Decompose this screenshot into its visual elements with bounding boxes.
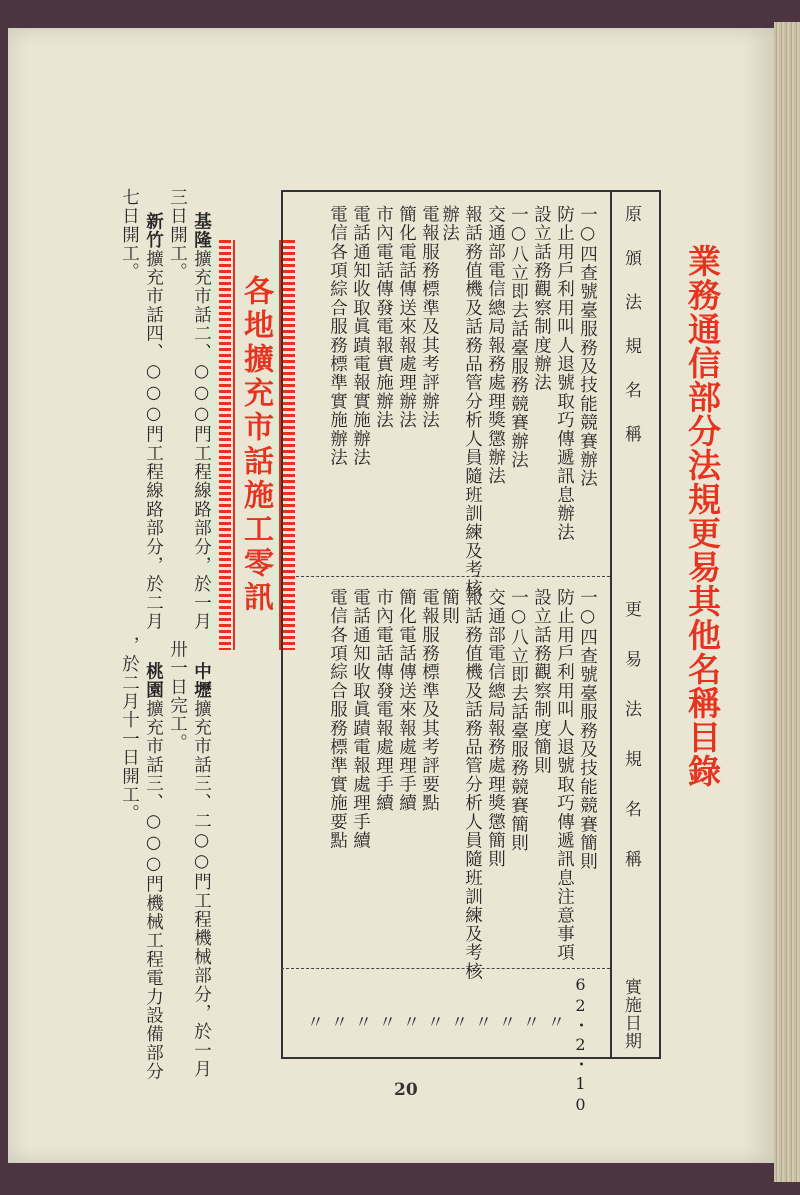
original-name-5: 交通部電信總局報務處理獎懲辦法	[485, 205, 506, 486]
changed-name-9: 市內電話傳發電報處理手續	[373, 588, 394, 813]
original-name-9: 市內電話傳發電報實施辦法	[373, 205, 394, 430]
header-original: 原頒法規名稱	[621, 205, 641, 469]
news-taoyuan-cont: ，於二月十一日開工。	[119, 636, 140, 823]
title-border-right	[283, 240, 295, 650]
changed-name-11: 電信各項綜合服務標準實施要點	[327, 588, 348, 850]
news-hsinchu	[144, 212, 162, 631]
changed-name-1: 一○四查號臺服務及技能競賽簡則	[577, 588, 598, 871]
news-chungli-text: 擴充市話三、二○○門工程機械部分，於一月	[191, 699, 212, 1079]
ditto-mark: 〃	[427, 1013, 444, 1033]
news-taoyuan-place: 桃園	[143, 662, 164, 700]
ditto-mark: 〃	[475, 1013, 492, 1033]
original-name-2: 防止用戶利用叫人退號取巧傳遞訊息辦法	[554, 205, 575, 542]
news-taoyuan	[144, 662, 162, 1081]
main-title: 業務通信部分法規更易其他名稱目錄	[683, 244, 722, 788]
news-chungli-place: 中壢	[191, 662, 212, 700]
changed-name-7: 電報服務標準及其考評要點	[419, 588, 440, 813]
header-date: 實施日期	[621, 978, 641, 1050]
changed-name-5: 交通部電信總局報務處理獎懲簡則	[485, 588, 506, 869]
original-name-8: 簡化電話傳送來報處理辦法	[396, 205, 417, 430]
ditto-mark: 〃	[403, 1013, 420, 1033]
section-title: 各地擴充市話施工零訊	[238, 275, 273, 615]
changed-name-3: 設立話務觀察制度簡則	[531, 588, 552, 775]
original-name-4: 一○八立即去話臺服務競賽辦法	[508, 205, 529, 470]
title-rule-right	[279, 240, 281, 650]
ditto-mark: 〃	[451, 1013, 468, 1033]
page-number: 20	[394, 1080, 418, 1100]
date-first: 62・2・10	[571, 975, 590, 1116]
original-name-3: 設立話務觀察制度辦法	[531, 205, 552, 392]
news-taoyuan-text: 擴充市話三、○○○門機械工程電力設備部分	[143, 699, 164, 1081]
news-chungli	[192, 662, 210, 1078]
changed-name-6: 報話務值機及話務品管分析人員隨班訓練及考核	[462, 588, 483, 981]
ditto-mark: 〃	[355, 1013, 372, 1033]
original-name-11: 電信各項綜合服務標準實施辦法	[327, 205, 348, 467]
changed-name-4: 一○八立即去話臺服務競賽簡則	[508, 588, 529, 853]
news-hsinchu-text: 擴充市話四、○○○門工程線路部分，於二月	[143, 249, 164, 631]
news-hsinchu-place: 新竹	[143, 212, 164, 250]
news-keelung	[192, 212, 210, 631]
ditto-mark: 〃	[307, 1013, 324, 1033]
ditto-mark: 〃	[523, 1013, 540, 1033]
original-name-7: 電報服務標準及其考評辦法	[419, 205, 440, 430]
ditto-mark: 〃	[331, 1013, 348, 1033]
news-keelung-place: 基隆	[191, 212, 212, 250]
original-name-10: 電話通知收取眞蹟電報實施辦法	[350, 205, 371, 467]
changed-name-2: 防止用戶利用叫人退號取巧傳遞訊息注意事項	[554, 588, 575, 962]
changed-name-10: 電話通知收取眞蹟電報處理手續	[350, 588, 371, 850]
book-page-edges	[774, 22, 800, 1182]
ditto-mark: 〃	[499, 1013, 516, 1033]
original-name-6: 報話務值機及話務品管分析人員隨班訓練及考核	[462, 205, 483, 598]
ditto-mark: 〃	[379, 1013, 396, 1033]
title-border-left	[219, 240, 231, 650]
changed-name-8: 簡化電話傳送來報處理手續	[396, 588, 417, 813]
news-keelung-cont: 三日開工。	[167, 188, 188, 282]
news-prev-cont: 卅一日完工。	[167, 640, 188, 753]
original-name-6-cont: 辦法	[439, 205, 460, 243]
changed-name-6-cont: 簡則	[439, 588, 460, 626]
ditto-mark: 〃	[548, 1013, 565, 1033]
date-divider	[281, 968, 610, 969]
section-divider	[281, 576, 610, 577]
news-keelung-text: 擴充市話二、○○○門工程線路部分，於一月	[191, 249, 212, 631]
header-changed: 更易法規名稱	[621, 600, 641, 900]
news-hsinchu-cont: 七日開工。	[119, 188, 140, 282]
title-rule-left	[233, 240, 235, 650]
original-name-1: 一○四查號臺服務及技能競賽辦法	[577, 205, 598, 488]
header-divider	[610, 190, 612, 1059]
